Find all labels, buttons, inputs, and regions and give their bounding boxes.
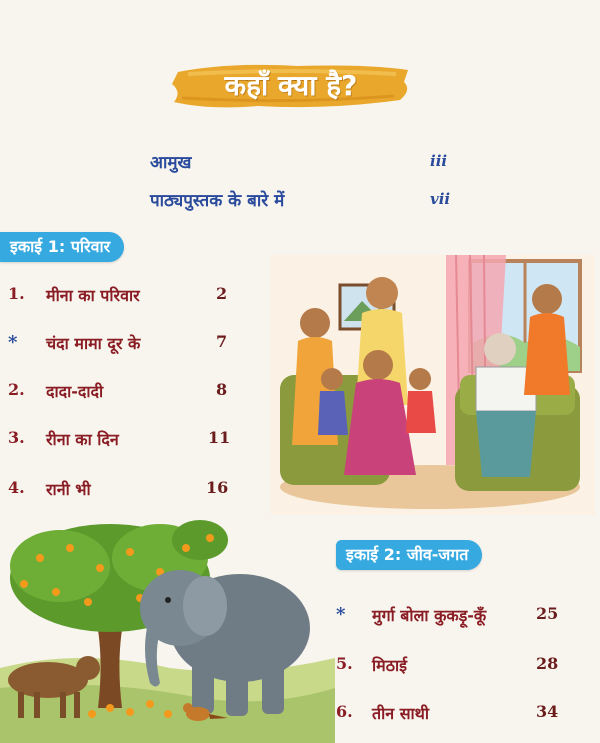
lesson-page: 11	[208, 428, 231, 447]
front-page-aamukh: iii	[430, 152, 448, 170]
lesson-row[interactable]	[8, 478, 238, 504]
front-item-aamukh[interactable]: आमुख	[150, 153, 192, 173]
family-illustration	[270, 255, 595, 515]
lesson-number: *	[336, 604, 346, 625]
lesson-title: मुर्गा बोला कुकड़ू-कूँ	[372, 606, 487, 625]
unit-1-header: इकाई 1: परिवार	[0, 232, 124, 262]
lesson-page: 34	[536, 702, 559, 721]
lesson-number: 6.	[336, 702, 353, 721]
page-title: कहाँ क्या है?	[224, 69, 358, 102]
lesson-title: रीना का दिन	[46, 430, 119, 449]
lesson-title: रानी भी	[46, 480, 91, 499]
lesson-page: 2	[216, 284, 228, 303]
animals-illustration	[0, 508, 335, 743]
lesson-page: 8	[216, 380, 228, 399]
front-item-about-textbook[interactable]: पाठ्यपुस्तक के बारे में	[150, 191, 285, 211]
lesson-title: दादा-दादी	[46, 382, 104, 401]
lesson-page: 25	[536, 604, 559, 623]
title-banner	[168, 60, 414, 112]
lesson-number: 2.	[8, 380, 25, 399]
lesson-title: मिठाई	[372, 656, 408, 675]
lesson-number: *	[8, 332, 18, 353]
lesson-row[interactable]	[8, 428, 238, 454]
lesson-title: तीन साथी	[372, 704, 430, 723]
lesson-row[interactable]	[8, 380, 238, 406]
lesson-number: 1.	[8, 284, 25, 303]
lesson-number: 5.	[336, 654, 353, 673]
lesson-page: 28	[536, 654, 559, 673]
lesson-row[interactable]	[336, 604, 586, 630]
lesson-number: 3.	[8, 428, 25, 447]
lesson-row[interactable]	[336, 702, 586, 728]
lesson-row[interactable]	[8, 332, 238, 358]
unit-2-header: इकाई 2: जीव-जगत	[336, 540, 482, 570]
lesson-number: 4.	[8, 478, 25, 497]
lesson-title: चंदा मामा दूर के	[46, 334, 141, 353]
front-page-about-textbook: vii	[430, 190, 451, 208]
lesson-page: 16	[206, 478, 229, 497]
lesson-page: 7	[216, 332, 228, 351]
lesson-row[interactable]	[336, 654, 586, 680]
lesson-row[interactable]	[8, 284, 238, 310]
lesson-title: मीना का परिवार	[46, 286, 140, 305]
